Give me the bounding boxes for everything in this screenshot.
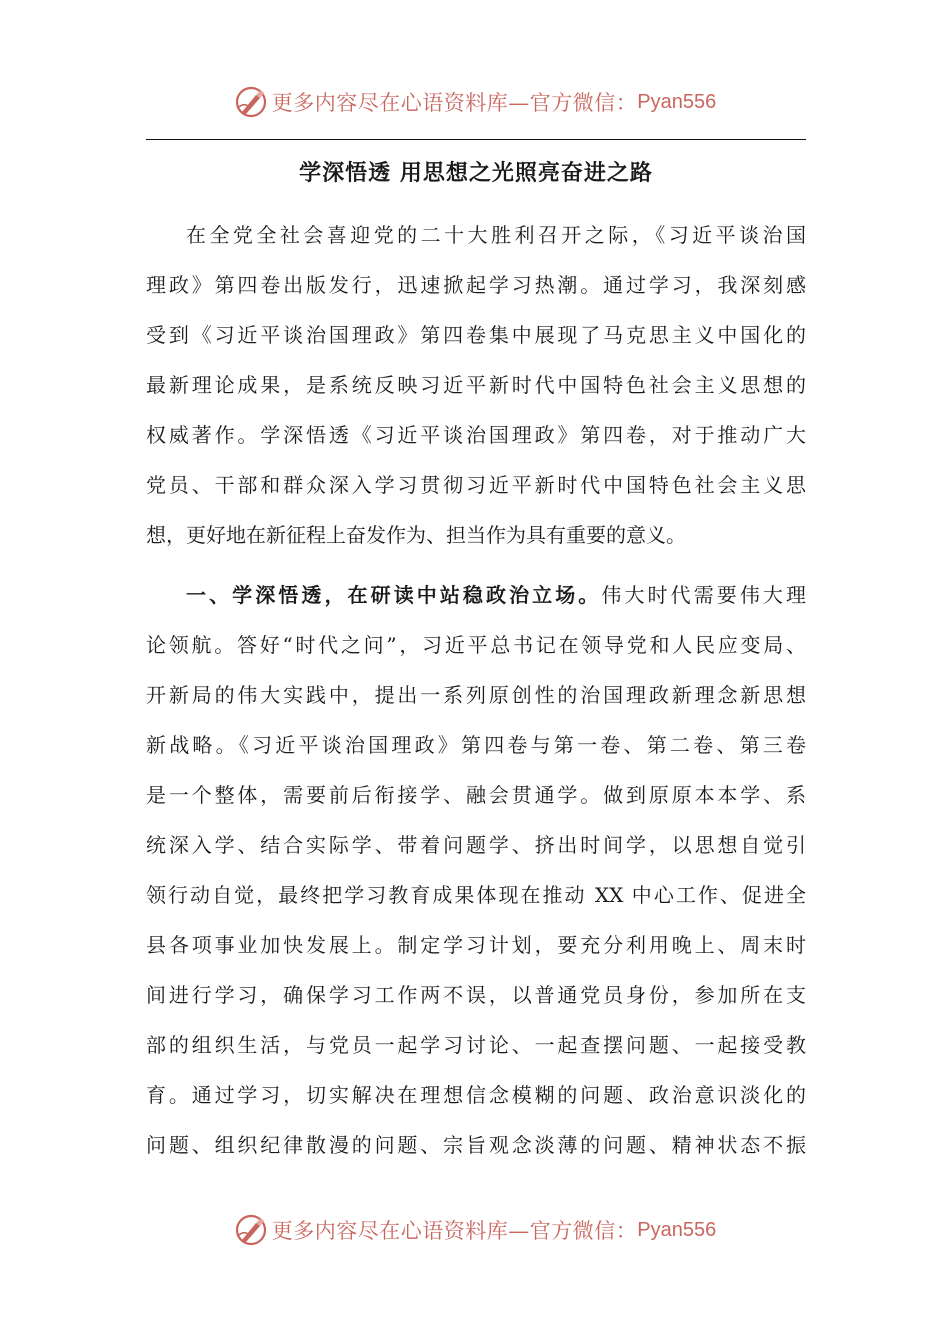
- text-line: 育。通过学习，切实解决在理想信念模糊的问题、政治意识淡化的: [146, 1083, 806, 1107]
- section-heading: 一、学深悟透，在研读中站稳政治立场。: [186, 583, 602, 607]
- pen-logo-icon: [234, 1213, 268, 1247]
- text-line: 问题、组织纪律散漫的问题、宗旨观念淡薄的问题、精神状态不振: [146, 1133, 806, 1157]
- text-span: 伟大时代需要伟大理: [601, 583, 807, 607]
- text-line: 新战略。《习近平谈治国理政》第四卷与第一卷、第二卷、第三卷: [146, 733, 806, 757]
- text-line: 部的组织生活，与党员一起学习讨论、一起查摆问题、一起接受教: [146, 1033, 806, 1057]
- banner-wechat-id: Pyan556: [637, 1218, 717, 1241]
- text-line: 县各项事业加快发展上。制定学习计划，要充分利用晚上、周末时: [146, 933, 806, 957]
- banner-text: 更多内容尽在心语资料库—官方微信：: [271, 1219, 638, 1243]
- text-line: 统深入学、结合实际学、带着问题学、挤出时间学，以思想自觉引: [146, 833, 806, 857]
- header-divider: [146, 139, 806, 140]
- text-line: 是一个整体，需要前后衔接学、融会贯通学。做到原原本本学、系: [146, 783, 806, 807]
- header-banner: [0, 82, 950, 122]
- text-line: 党员、干部和群众深入学习贯彻习近平新时代中国特色社会主义思: [146, 473, 806, 497]
- text-line: 间进行学习，确保学习工作两不误，以普通党员身份，参加所在支: [146, 983, 806, 1007]
- text-line: 论领航。答好“时代之问”，习近平总书记在领导党和人民应变局、: [146, 633, 806, 657]
- text-line: 领行动自觉，最终把学习教育成果体现在推动 XX 中心工作、促进全: [146, 883, 806, 907]
- document-body: [146, 210, 806, 1170]
- text-line: 理政》第四卷出版发行，迅速掀起学习热潮。通过学习，我深刻感: [146, 273, 806, 297]
- banner-text: 更多内容尽在心语资料库—官方微信：: [271, 91, 638, 115]
- text-line: 想，更好地在新征程上奋发作为、担当作为具有重要的意义。: [146, 523, 686, 547]
- text-line: 最新理论成果，是系统反映习近平新时代中国特色社会主义思想的: [146, 373, 806, 397]
- text-line: 受到《习近平谈治国理政》第四卷集中展现了马克思主义中国化的: [146, 323, 806, 347]
- pen-logo-icon: [234, 85, 268, 119]
- paragraph-intro: [146, 210, 806, 560]
- paragraph-section-one: [146, 570, 806, 1170]
- document-title: 学深悟透 用思想之光照亮奋进之路: [299, 160, 653, 186]
- banner-wechat-id: Pyan556: [637, 90, 717, 113]
- footer-banner: [0, 1210, 950, 1250]
- text-line: [146, 570, 806, 620]
- text-line: 在全党全社会喜迎党的二十大胜利召开之际，《习近平谈治国: [186, 223, 806, 247]
- text-line: 开新局的伟大实践中，提出一系列原创性的治国理政新理念新思想: [146, 683, 806, 707]
- text-line: 权威著作。学深悟透《习近平谈治国理政》第四卷，对于推动广大: [146, 423, 806, 447]
